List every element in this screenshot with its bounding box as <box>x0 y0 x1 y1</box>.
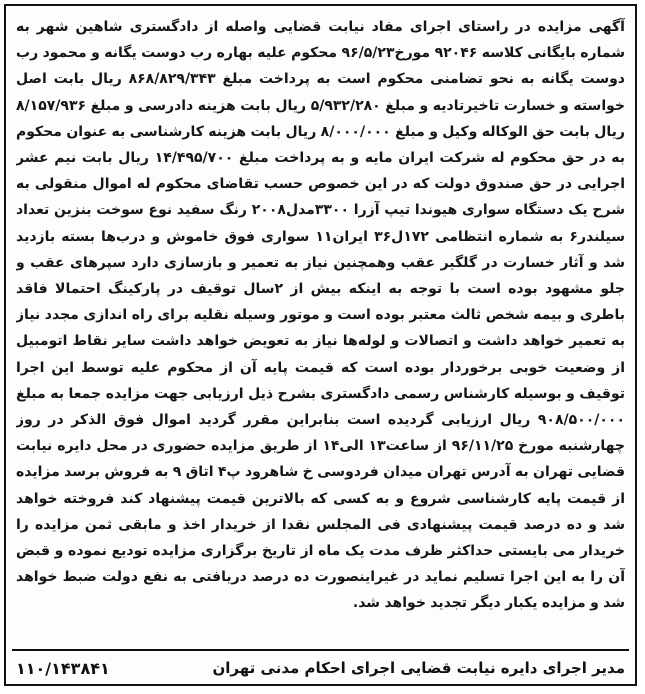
footer-divider <box>12 649 629 651</box>
notice-footer <box>16 654 625 682</box>
signature-line: مدیر اجرای دایره نیابت قضایی اجرای احکام مدنی تهران <box>212 659 625 677</box>
notice-body-text: آگهی مزایده در راستای اجرای مفاد نیابت قضایی واصله از دادگستری شاهین شهر به شماره بایگانی کلاسه ۹۲۰۴۶ مورخ۹۶/۵/۲۳ محکوم علیه بهاره رب دوست یگانه و محمود رب دوست یگانه به نحو تضامنی محکوم است به پرداخت مبلغ ۸۶۸/۸۲۹/۳۴۳ ریال بابت اصل خواسته و خسارت تاخیرتادیه و مبلغ ۵/۹۳۲/۲۸۰ ریال بابت هزینه دادرسی و مبلغ ۸/۱۵۷/۹۳۶ ریال بابت حق الوکاله وکیل و مبلغ ۸/۰۰۰/۰۰۰ ریال بابت هزینه کارشناسی به عنوان محکوم به در حق محکوم له شرکت ایران مایه و به پرداخت مبلغ ۱۴/۴۹۵/۷۰۰ ریال بابت نیم عشر اجرایی در حق صندوق دولت که در این خصوص حسب تقاضای محکوم له اموال منقولی به شرح یک دستگاه سواری هیوندا تیپ آزرا ۳۳۰۰مدل۲۰۰۸ رنگ سفید نوع سوخت بنزین تعداد سیلندر۶ به شماره انتظامی ۱۷۲ل۳۶ ایران۱۱ سواری فوق خاموش و درب‌ها بسته بازدید شد و آثار خسارت در گلگیر عقب وهمچنین نیاز به تعمیر و بازسازی دارد سپرهای عقب و جلو مشهود بوده است با توجه به اینکه بیش از ۲سال توقیف در پارکینگ احتمالا فاقد باطری و بیمه شخص ثالث معتبر بوده است و موتور وسیله نقلیه برای راه اندازی مجدد نیاز به تعمیر خواهد داشت و اتصالات و لوله‌ها نیاز به تعویض خواهد داشت سایر نقاط اتومبیل از وضعیت خوبی برخوردار بوده است که قیمت پایه آن از محکوم علیه توسط این اجرا توقیف و بوسیله کارشناس رسمی دادگستری بشرح ذیل ارزیابی جهت مزایده جمعا به مبلغ ۹۰۸/۵۰۰/۰۰۰ ریال ارزیابی گردیده است بنابراین مقرر گردید اموال فوق الذکر در روز چهارشنبه مورخ ۹۶/۱۱/۲۵ از ساعت۱۳ الی۱۴ از طریق مزایده حضوری در محل دایره نیابت قضایی تهران به آدرس تهران میدان فردوسی خ شاهرود پ۴ اتاق ۹ به فروش برسد مزایده از قیمت پایه کارشناسی شروع و به کسی که بالاترین قیمت پیشنهاد کند فروخته خواهد شد و ده درصد قیمت پیشنهادی فی المجلس نقدا از خریدار اخذ و مابقی ثمن مزایده را خریدار می بایستی حداکثر ظرف مدت یک ماه از تاریخ برگزاری مزایده تودیع نموده و قبض آن را به این اجرا تسلیم نماید در غیراینصورت ده درصد دریافتی به نفع دولت ضبط خواهد شد و مزایده یکبار دیگر تجدید خواهد شد. <box>16 19 625 612</box>
reference-number: ۱۱۰/۱۴۳۸۴۱ <box>16 658 110 678</box>
auction-notice <box>4 4 637 686</box>
